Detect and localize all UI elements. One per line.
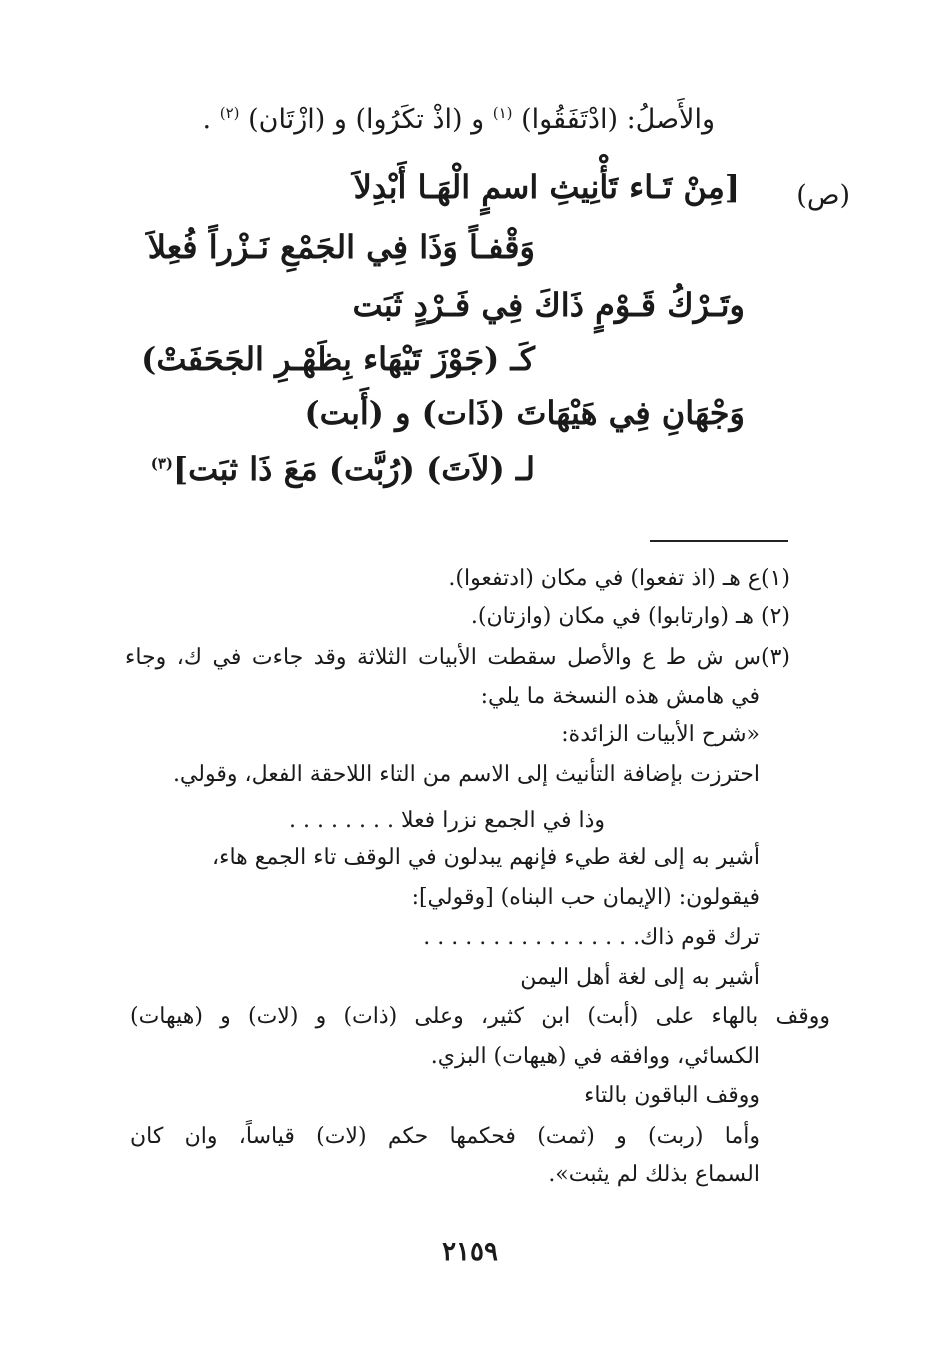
footnote-3-line: السماع بذلك لم يثبت». [548,1162,760,1187]
footnote-ref-1: (١) [492,104,513,122]
verse-line-text: لـ (لاَتَ) (رُبَّت) مَعَ ذَا ثبَت] [173,450,535,488]
footnote-3-line: (٣)س ش ط ع والأصل سقطت الأبيات الثلاثة وقد جاءت في ك، وجاء [125,645,790,670]
footnote-3-line: احترزت بإضافة التأنيث إلى الاسم من التاء اللاحقة الفعل، وقولي. [172,762,760,787]
footnote-3-line: وأما (ربت) و (ثمت) فحكمها حكم (لات) قياساً، وان كان [130,1124,760,1149]
footnote-3-line: في هامش هذه النسخة ما يلي: [480,684,760,709]
footnote-ref-3: (٣) [150,454,174,473]
origin-line [203,104,715,135]
verse-line: وَقْفـاً وَذَا فِي الجَمْعِ نَـزْراً فُعِلاَ [147,228,535,266]
footnote-3-line: «شرح الأبيات الزائدة: [561,722,760,747]
footnote-3-line: ترك قوم ذاك. . . . . . . . . . . . . . . . [423,925,760,950]
verse-line: [مِنْ تَـاء تَأْنِيثِ اسمٍ الْهَـا أَبْدِلاَ [353,168,740,206]
verse-marker: (ص) [796,180,850,211]
footnote-3-line: ووقف الباقون بالتاء [584,1083,760,1108]
verse-line: وتَـرْكُ قَـوْمٍ ذَاكَ فِي فَـرْدٍ ثَبَت [352,286,745,324]
footnote-divider [650,540,788,542]
verse-line: كَـ (جَوْزَ تَيْهَاء بِظَهْـرِ الجَحَفَتْ) [141,340,535,378]
verse-line-last [151,450,535,488]
origin-text-mid: و (اذْ تكَرُوا) و (ازْتَان) [248,104,485,135]
footnote-3-line: وذا في الجمع نزرا فعلا . . . . . . . . [289,808,605,833]
footnote-3-line: أشير به إلى لغة أهل اليمن [520,965,760,990]
footnote-1: (١)ع هـ (اذ تفعوا) في مكان (ادتفعوا). [448,566,790,591]
footnote-3-line: ووقف بالهاء على (أبت) ابن كثير، وعلى (ذات) و (لات) و (هيهات) [130,1004,830,1029]
page-number: ٢١٥٩ [442,1237,498,1267]
verse-line: وَجْهَانِ فِي هَيْهَاتَ (ذَات) و (أَبت) [304,394,745,432]
footnote-ref-2: (٢) [219,104,240,122]
footnote-3-line: فيقولون: (الإيمان حب البناه) [وقولي]: [411,885,760,910]
footnote-3-line: أشير به إلى لغة طيء فإنهم يبدلون في الوقف تاء الجمع هاء، [212,845,760,870]
origin-text-end: . [202,104,212,135]
footnote-2: (٢) هـ (وارتابوا) في مكان (وازتان). [470,604,790,629]
footnote-3-line: الكسائي، ووافقه في (هيهات) البزي. [430,1044,760,1069]
origin-text: والأَصلُ: (ادْتَفَقُوا) [521,104,715,135]
